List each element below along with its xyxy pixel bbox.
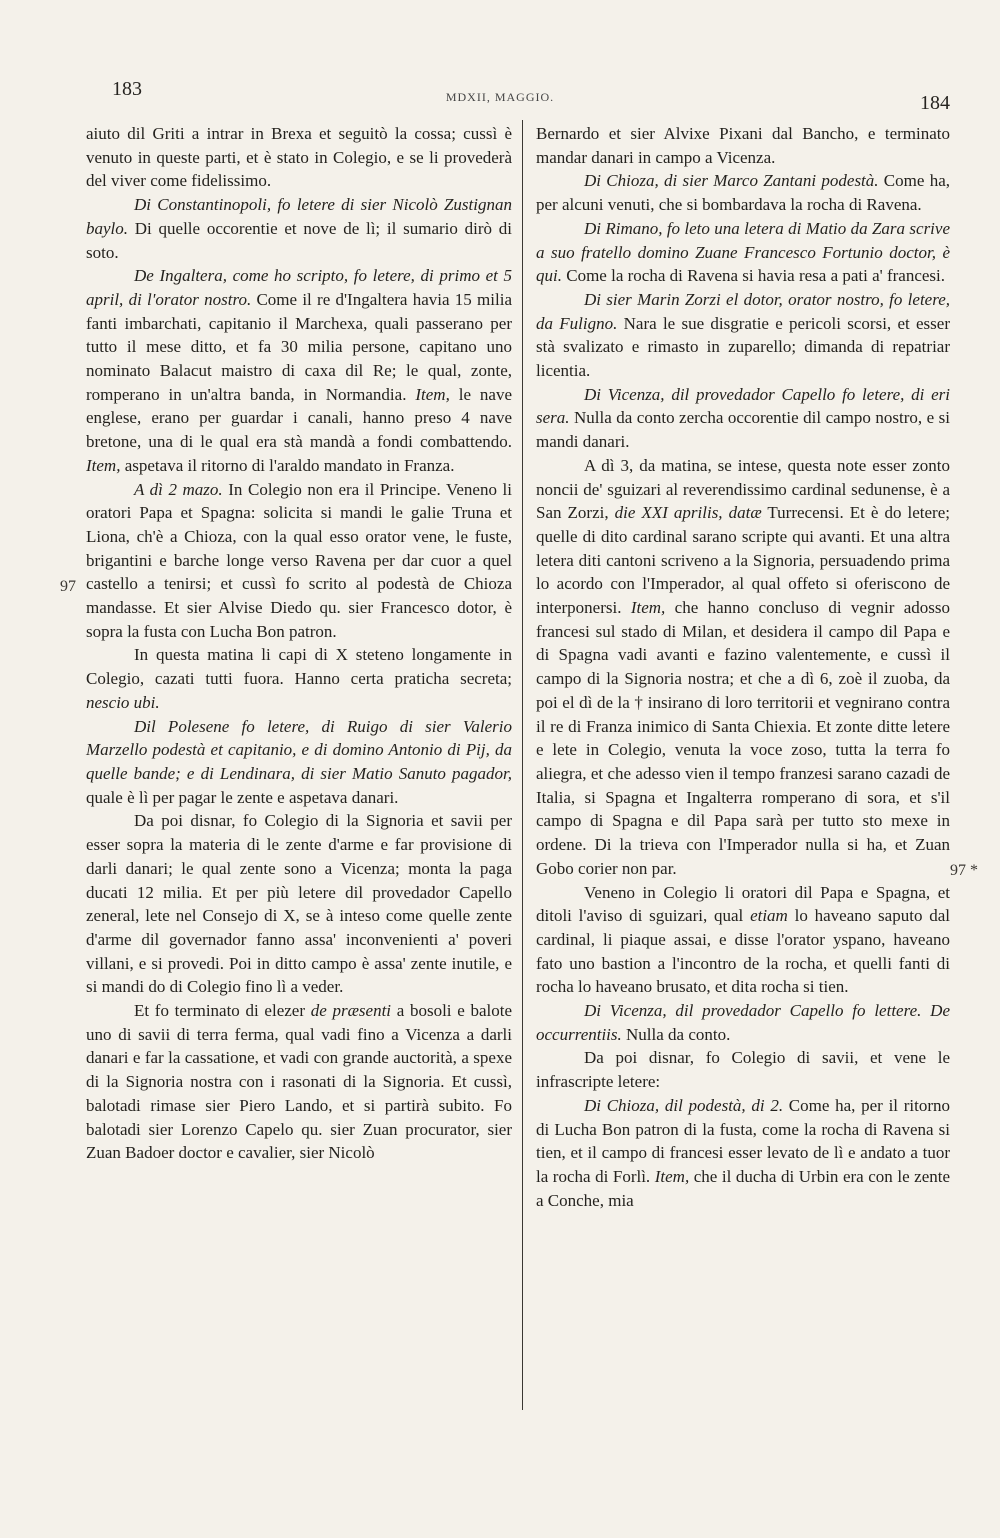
text-run: Et fo terminato di elezer <box>134 1001 311 1021</box>
left-text-column <box>86 122 512 1165</box>
paragraph <box>86 643 512 714</box>
text-run: Come ha, per il ritorno di Lucha Bon patron di la fusta, come la rocha di Ravena si tien, et il campo di francesi esser levato de lì e andato a tuor la rocha di Forlì. <box>536 1095 950 1186</box>
text-run: Nara le sue disgratie e pericoli scorsi, et esser stà svalizato e rimasto in zuparello; dimanda di repatriar licentia. <box>536 313 950 381</box>
paragraph <box>536 122 950 169</box>
margin-note-right: 97 * <box>950 862 978 879</box>
paragraph <box>536 217 950 288</box>
paragraph <box>86 809 512 999</box>
text-run: lo haveano saputo dal cardinal, li piaque assai, e disse l'orator yspano, haveano fato uno bastion a l'incontro de la rocha, et quelli fanti di rocha lo haveano brusato, et dita rocha si tien. <box>536 906 951 997</box>
text-run: Da poi disnar, fo Colegio di la Signoria et savii per esser sopra la materia di le zente d'arme e far provisione di darli danari; le qual zente sono a Vicenza; monta la paga ducati 12 milia. Et per più letere dil provedador Capello zeneral, lete nel Consejo di X, se à inteso come quelle zente d'arme dil governador fanno assa' inconvenienti a' poveri villani, e si provedi. Poi in ditto campo è assa' zente inutile, e si mandi do di Colegio fino lì a veder. <box>86 811 512 997</box>
italic-text-run: Dil Polesene fo letere, di Ruigo di sier Valerio Marzello podestà et capitanio, e di domino Antonio di Pij, da quelle bande; e di Lendinara, di sier Matio Sanuto pagador, <box>86 716 512 783</box>
text-run: A dì 3, da matina, se intese, questa note esser zonto noncii de' sguizari al reverendissimo cardinal sedunense, è a San Zorzi, <box>536 455 950 523</box>
paragraph <box>86 999 512 1165</box>
text-run: In Colegio non era il Principe. Veneno li oratori Papa et Spagna: solicita si mandi le galie Truna et Liona, ch'è a Chioza, con la qual esso orator vene, le fuste, brigantini e barche longe verso Ravena per dar cuor a quel castello a tenirsi; et cussì fo scrito al podestà de Chioza mandasse. Et sier Alvise Diedo qu. sier Francesco dotor, è sopra la fusta con Lucha Bon patron. <box>86 479 512 641</box>
text-run: aiuto dil Griti a intrar in Brexa et seguitò la cossa; cussì è venuto in queste parti, et è stato in Colegio, e se li provederà del viver come fidelissimo. <box>86 124 512 191</box>
italic-text-run: Di Chioza, di sier Marco Zantani podestà. <box>584 171 879 191</box>
paragraph <box>536 1094 950 1213</box>
text-run: Turrecensi. Et è do letere; quelle di dito cardinal sarano scripte qui avanti. Et una altra letera diti cantoni scriveno a la Signoria, persuadendo prima lo acordo con l'Imperador, al qual offeto si oferiscono de interponersi. <box>536 503 950 618</box>
right-text-column <box>536 122 950 1212</box>
italic-text-run: de præsenti <box>310 1001 392 1021</box>
text-run: Nulla da conto zercha occorentie dil campo nostro, e si mandi danari. <box>536 408 950 452</box>
text-run: Nulla da conto. <box>621 1024 731 1044</box>
text-run: aspetava il ritorno di l'araldo mandato in Franza. <box>120 455 455 475</box>
text-run: Bernardo et sier Alvixe Pixani dal Bancho, e terminato mandar danari in campo a Vicenza. <box>536 124 950 167</box>
text-run: Come la rocha di Ravena si havia resa a pati a' francesi. <box>561 266 946 286</box>
text-run: Come ha, per alcuni venuti, che si bombardava la rocha di Ravena. <box>536 171 950 215</box>
paragraph <box>536 454 950 881</box>
text-run: Da poi disnar, fo Colegio di savii, et vene le infrascripte letere: <box>536 1048 950 1092</box>
italic-text-run: A dì 2 mazo. <box>134 479 223 499</box>
paragraph <box>536 999 950 1046</box>
italic-text-run: Item, <box>654 1166 690 1186</box>
margin-note-left: 97 <box>60 578 76 595</box>
running-title: MDXII, MAGGIO. <box>445 90 555 104</box>
paragraph <box>86 264 512 477</box>
italic-text-run: Di Vicenza, dil provedador Capello fo letere, di eri sera. <box>536 384 950 428</box>
italic-text-run: Di sier Marin Zorzi el dotor, orator nostro, fo letere, da Fuligno. <box>536 289 950 333</box>
paragraph <box>536 169 950 216</box>
text-run: che hanno concluso di vegnir adosso francesi sul stado di Milan, et desidera il campo dil Papa e di Spagna vadi avanti e fazino valentemente, e cussì il campo di la Signoria nostra; et che a dì 6, zoè il zuoba, da poi el dì de la † insirano di loro territorii et vegnirano contra il re di Franza inimico di Santa Chiexia. Et zonte ditte letere e lete in Colegio, venuta la voce zoso, tutta la terra fo aliegra, et che adesso vien il tempo franzesi sarano cazadi de Italia, si Spagna et Ingalterra romperano di sora, et s'il campo di Spagna e dil Papa sarà per tutto sto mexe in ordene. Di la trieva con l'Imperador nulla si ha, et Zuan Gobo corier non par. <box>536 598 951 878</box>
paragraph <box>536 288 950 383</box>
italic-text-run: Di Rimano, fo leto una letera di Matio da Zara scrive a suo fratello domino Zuane Francesco Fortunio doctor, è qui. <box>536 218 950 286</box>
paragraph <box>536 383 950 454</box>
italic-text-run: Di Vicenza, dil provedador Capello fo lettere. De occurrentiis. <box>536 1001 950 1044</box>
italic-text-run: Item, <box>86 455 121 475</box>
text-run: In questa matina li capi di X steteno longamente in Colegio, cazati tutti fuora. Hanno certa praticha secreta; <box>86 645 512 689</box>
text-run: Veneno in Colegio li oratori dil Papa e Spagna, et ditoli l'aviso di sguizari, qual <box>536 882 950 926</box>
text-run: quale è lì per pagar le zente e aspetava danari. <box>86 787 399 807</box>
text-run: a bosoli e balote uno di savii di terra ferma, qual vadi fino a Vicenza a darli danari e far la cassatione, et vadi con grande auctorità, a spexe di la Signoria nostra con i rasonati di la Signoria. Et cussì, balotadi rimase sier Piero Lando, et si partirà subito. Fo balotadi sier Lorenzo Capelo qu. sier Zuan procurator, sier Zuan Badoer doctor e cavalier, sier Nicolò <box>86 1001 512 1163</box>
italic-text-run: Di Constantinopoli, fo letere di sier Nicolò Zustignan baylo. <box>86 195 512 238</box>
paragraph <box>86 478 512 644</box>
text-run: che il ducha di Urbin era con le zente a Conche, mia <box>536 1166 951 1210</box>
italic-text-run: Di Chioza, dil podestà, di 2. <box>584 1095 784 1115</box>
text-run: Come il re d'Ingaltera havia 15 milia fanti imbarchati, capitanio il Marchexa, quali passerano per tutto il mese ditto, et fa 30 milia persone, capitano uno nominato Balacut maistro di caxa dil Re; le qual, zonte, romperano in un'altra banda, in Normandia. <box>86 289 512 404</box>
paragraph <box>86 122 512 193</box>
italic-text-run: etiam <box>750 906 788 926</box>
italic-text-run: Item, <box>630 598 666 618</box>
italic-text-run: De Ingaltera, come ho scripto, fo letere, di primo et 5 april, di l'orator nostro. <box>86 266 512 309</box>
paragraph <box>536 1046 950 1093</box>
paragraph <box>86 193 512 264</box>
column-divider <box>522 120 523 1410</box>
text-run: Di quelle occorentie et nove de lì; il sumario dirò di soto. <box>86 218 512 262</box>
italic-text-run: Item, <box>415 384 450 404</box>
text-run: le nave englese, erano per guardar i canali, hanno preso 4 nave bretone, una di le qual era stà mandà a fondi combattendo. <box>86 384 512 452</box>
paragraph <box>536 881 950 1000</box>
italic-text-run: die XXI aprilis, datæ <box>614 503 762 523</box>
page-number-right: 184 <box>920 92 950 114</box>
page-number-left: 183 <box>112 78 142 100</box>
italic-text-run: nescio ubi. <box>86 692 160 712</box>
paragraph <box>86 715 512 810</box>
